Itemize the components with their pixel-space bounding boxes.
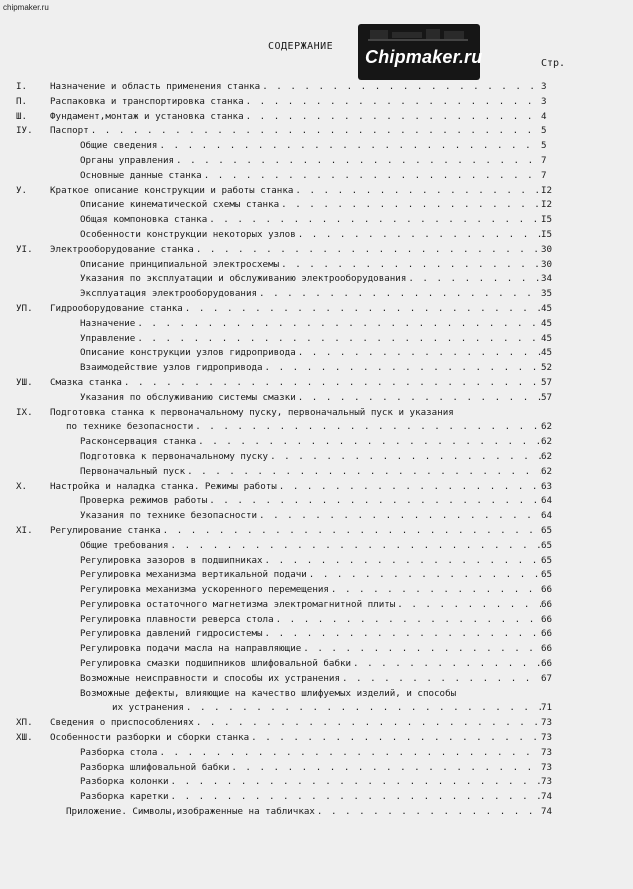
toc-row[interactable] [0, 539, 633, 554]
toc-row[interactable] [0, 406, 633, 421]
toc-number: ХП. [16, 717, 33, 729]
toc-row[interactable] [0, 139, 633, 154]
toc-title: Разборка стола [80, 746, 158, 758]
page-column-header: Стр. [541, 58, 566, 69]
toc-row[interactable] [0, 509, 633, 524]
toc-title: Указания по эксплуатации и обслуживанию электрооборудования [80, 273, 407, 285]
toc-title: Эксплуатация электрооборудования [80, 288, 258, 300]
toc-number: I. [16, 81, 28, 92]
toc-row[interactable] [0, 731, 633, 746]
toc-page: 45 [541, 347, 553, 359]
toc-title: Фундамент,монтаж и установка станка [50, 110, 244, 122]
toc-page: I5 [541, 228, 553, 240]
toc-row[interactable] [0, 494, 633, 509]
toc-row[interactable] [0, 332, 633, 347]
toc-title: Электрооборудование станка [50, 243, 194, 255]
toc-page: 35 [541, 288, 553, 300]
toc-row[interactable] [0, 243, 633, 258]
toc-title: Основные данные станка [80, 169, 202, 181]
toc-page: 57 [541, 376, 553, 388]
toc-page: 64 [541, 495, 553, 507]
toc-title: Паспорт [50, 125, 89, 137]
toc-page: 45 [541, 302, 553, 314]
toc-page: 73 [541, 746, 553, 758]
toc-number: IУ. [16, 125, 33, 137]
toc-row[interactable] [0, 169, 633, 184]
toc-row[interactable] [0, 287, 633, 302]
page-title: СОДЕРЖАНИЕ [268, 41, 334, 52]
toc-title: Органы управления [80, 154, 175, 166]
toc-title: Возможные неисправности и способы их устранения [80, 672, 340, 684]
toc-title: Настройка и наладка станка. Режимы работы [50, 480, 277, 492]
toc-title: Общие сведения [80, 140, 158, 152]
toc-number: XI. [16, 524, 33, 536]
toc-row[interactable] [0, 198, 633, 213]
toc-page: 73 [541, 761, 553, 773]
toc-row[interactable] [0, 598, 633, 613]
toc-page: 7 [541, 169, 547, 181]
toc-title: Управление [80, 332, 136, 344]
toc-row[interactable] [0, 583, 633, 598]
toc-number: У. [16, 184, 28, 196]
toc-page: 62 [541, 421, 553, 433]
toc-number: Ш. [16, 110, 28, 122]
toc-page: 45 [541, 317, 553, 329]
toc-number: П. [16, 95, 28, 107]
toc-number: УШ. [16, 376, 33, 388]
toc-page: I5 [541, 214, 553, 226]
toc-page: 73 [541, 717, 553, 729]
toc-page: 66 [541, 598, 553, 610]
toc-row[interactable] [0, 302, 633, 317]
toc-title: Разборка колонки [80, 776, 169, 788]
toc-row[interactable] [0, 687, 633, 702]
toc-title: Смазка станка [50, 376, 122, 388]
toc-title: Описание кинематической схемы станка [80, 199, 280, 211]
toc-page: 66 [541, 628, 553, 640]
table-of-contents [0, 80, 633, 820]
toc-title: Общая компоновка станка [80, 214, 208, 226]
toc-title: Регулировка плавности реверса стола [80, 613, 274, 625]
toc-title: Регулировка смазки подшипников шлифовальной бабки [80, 658, 352, 670]
toc-number: ХШ. [16, 732, 33, 744]
toc-page: 30 [541, 258, 553, 270]
toc-title: Регулировка подачи масла на направляющие [80, 643, 302, 655]
toc-title: Описание принципиальной электросхемы [80, 258, 280, 270]
toc-row[interactable] [0, 480, 633, 495]
toc-page: 66 [541, 658, 553, 670]
toc-page: 65 [541, 539, 553, 551]
toc-row[interactable] [0, 775, 633, 790]
toc-row[interactable] [0, 568, 633, 583]
toc-title: Первоначальный пуск [80, 465, 186, 477]
toc-title: Возможные дефекты, влияющие на качество шлифуемых изделий, и способы [80, 687, 457, 699]
toc-row[interactable] [0, 524, 633, 539]
toc-page: 34 [541, 273, 553, 285]
toc-page: 57 [541, 391, 553, 403]
toc-page: I2 [541, 199, 553, 211]
toc-title: Подготовка станка к первоначальному пуску, первоначальный пуск и указания [50, 406, 454, 418]
toc-row[interactable] [0, 554, 633, 569]
toc-row[interactable] [0, 435, 633, 450]
toc-page: 67 [541, 672, 553, 684]
toc-number: IX. [16, 406, 33, 418]
toc-row[interactable] [0, 420, 633, 435]
toc-title: Краткое описание конструкции и работы станка [50, 184, 294, 196]
toc-row[interactable] [0, 95, 633, 110]
toc-title: Назначение [80, 317, 136, 329]
toc-page: 3 [541, 81, 547, 92]
toc-page: 30 [541, 243, 553, 255]
toc-page: 73 [541, 776, 553, 788]
toc-page: 66 [541, 613, 553, 625]
toc-row[interactable] [0, 613, 633, 628]
toc-row[interactable] [0, 450, 633, 465]
toc-number: УI. [16, 243, 33, 255]
toc-page: 4 [541, 110, 547, 122]
toc-page: 45 [541, 332, 553, 344]
toc-row[interactable] [0, 657, 633, 672]
toc-title: Описание конструкции узлов гидропривода [80, 347, 296, 359]
toc-title: Гидрооборудование станка [50, 302, 183, 314]
toc-row[interactable] [0, 465, 633, 480]
toc-title: Подготовка к первоначальному пуску [80, 450, 269, 462]
toc-page: 62 [541, 436, 553, 448]
toc-title: Особенности разборки и сборки станка [50, 732, 250, 744]
toc-title: Разборка каретки [80, 791, 169, 803]
toc-row[interactable] [0, 716, 633, 731]
toc-title: Разборка шлифовальной бабки [80, 761, 230, 773]
toc-title: Назначение и область применения станка [50, 81, 261, 92]
toc-row[interactable] [0, 228, 633, 243]
toc-number: X. [16, 480, 28, 492]
toc-page: 64 [541, 510, 553, 522]
toc-title: Указания по технике безопасности [80, 510, 258, 522]
toc-title: Взаимодействие узлов гидропривода [80, 362, 263, 374]
toc-row[interactable] [0, 391, 633, 406]
toc-title: по технике безопасности [66, 421, 194, 433]
toc-row[interactable] [0, 746, 633, 761]
toc-row[interactable] [0, 184, 633, 199]
toc-page: 65 [541, 569, 553, 581]
toc-page: 5 [541, 140, 547, 152]
toc-page: 73 [541, 732, 553, 744]
toc-title: Указания по обслуживанию системы смазки [80, 391, 296, 403]
toc-page: 66 [541, 584, 553, 596]
toc-page: 3 [541, 95, 547, 107]
toc-row[interactable] [0, 213, 633, 228]
toc-page: 5 [541, 125, 547, 137]
toc-title: Регулировка механизма ускоренного перемещения [80, 584, 329, 596]
toc-title: Распаковка и транспортировка станка [50, 95, 244, 107]
toc-row[interactable] [0, 317, 633, 332]
toc-page: 63 [541, 480, 553, 492]
toc-title: Сведения о приспособлениях [50, 717, 194, 729]
toc-row[interactable] [0, 346, 633, 361]
toc-row[interactable] [0, 272, 633, 287]
toc-row[interactable] [0, 627, 633, 642]
toc-row[interactable] [0, 790, 633, 805]
toc-row[interactable] [0, 80, 633, 95]
toc-row[interactable] [0, 672, 633, 687]
toc-page: 62 [541, 450, 553, 462]
toc-page: 74 [541, 791, 553, 803]
chipmaker-logo[interactable] [358, 24, 483, 80]
toc-row[interactable] [0, 154, 633, 169]
toc-page: 74 [541, 806, 553, 818]
toc-number: УП. [16, 302, 33, 314]
toc-row[interactable] [0, 805, 633, 820]
toc-row[interactable] [0, 376, 633, 391]
toc-title: Приложение. Символы,изображенные на табличках [66, 806, 315, 818]
toc-page: 71 [541, 702, 553, 714]
logo-text: Chipmaker.ru [365, 47, 483, 67]
toc-page: 65 [541, 554, 553, 566]
toc-title: Общие требования [80, 539, 169, 551]
toc-row[interactable] [0, 701, 633, 716]
toc-title: Особенности конструкции некоторых узлов [80, 228, 296, 240]
toc-title: Расконсервация станка [80, 436, 197, 448]
toc-title: Проверка режимов работы [80, 495, 208, 507]
toc-row[interactable] [0, 258, 633, 273]
toc-page: 52 [541, 362, 553, 374]
toc-page: 66 [541, 643, 553, 655]
toc-page: 62 [541, 465, 553, 477]
toc-row[interactable] [0, 124, 633, 139]
toc-row[interactable] [0, 761, 633, 776]
toc-row[interactable] [0, 110, 633, 125]
site-label: chipmaker.ru [3, 3, 49, 12]
lathe-machine-icon [368, 28, 468, 42]
toc-page: 65 [541, 524, 553, 536]
toc-title: их устранения [112, 702, 184, 714]
toc-title: Регулировка давлений гидросистемы [80, 628, 263, 640]
toc-title: Регулировка зазоров в подшипниках [80, 554, 263, 566]
toc-page: 7 [541, 154, 547, 166]
toc-title: Регулирование станка [50, 524, 161, 536]
toc-title: Регулировка механизма вертикальной подачи [80, 569, 307, 581]
toc-row[interactable] [0, 642, 633, 657]
toc-title: Регулировка остаточного магнетизма электромагнитной плиты [80, 598, 396, 610]
toc-row[interactable] [0, 361, 633, 376]
toc-page: I2 [541, 184, 553, 196]
